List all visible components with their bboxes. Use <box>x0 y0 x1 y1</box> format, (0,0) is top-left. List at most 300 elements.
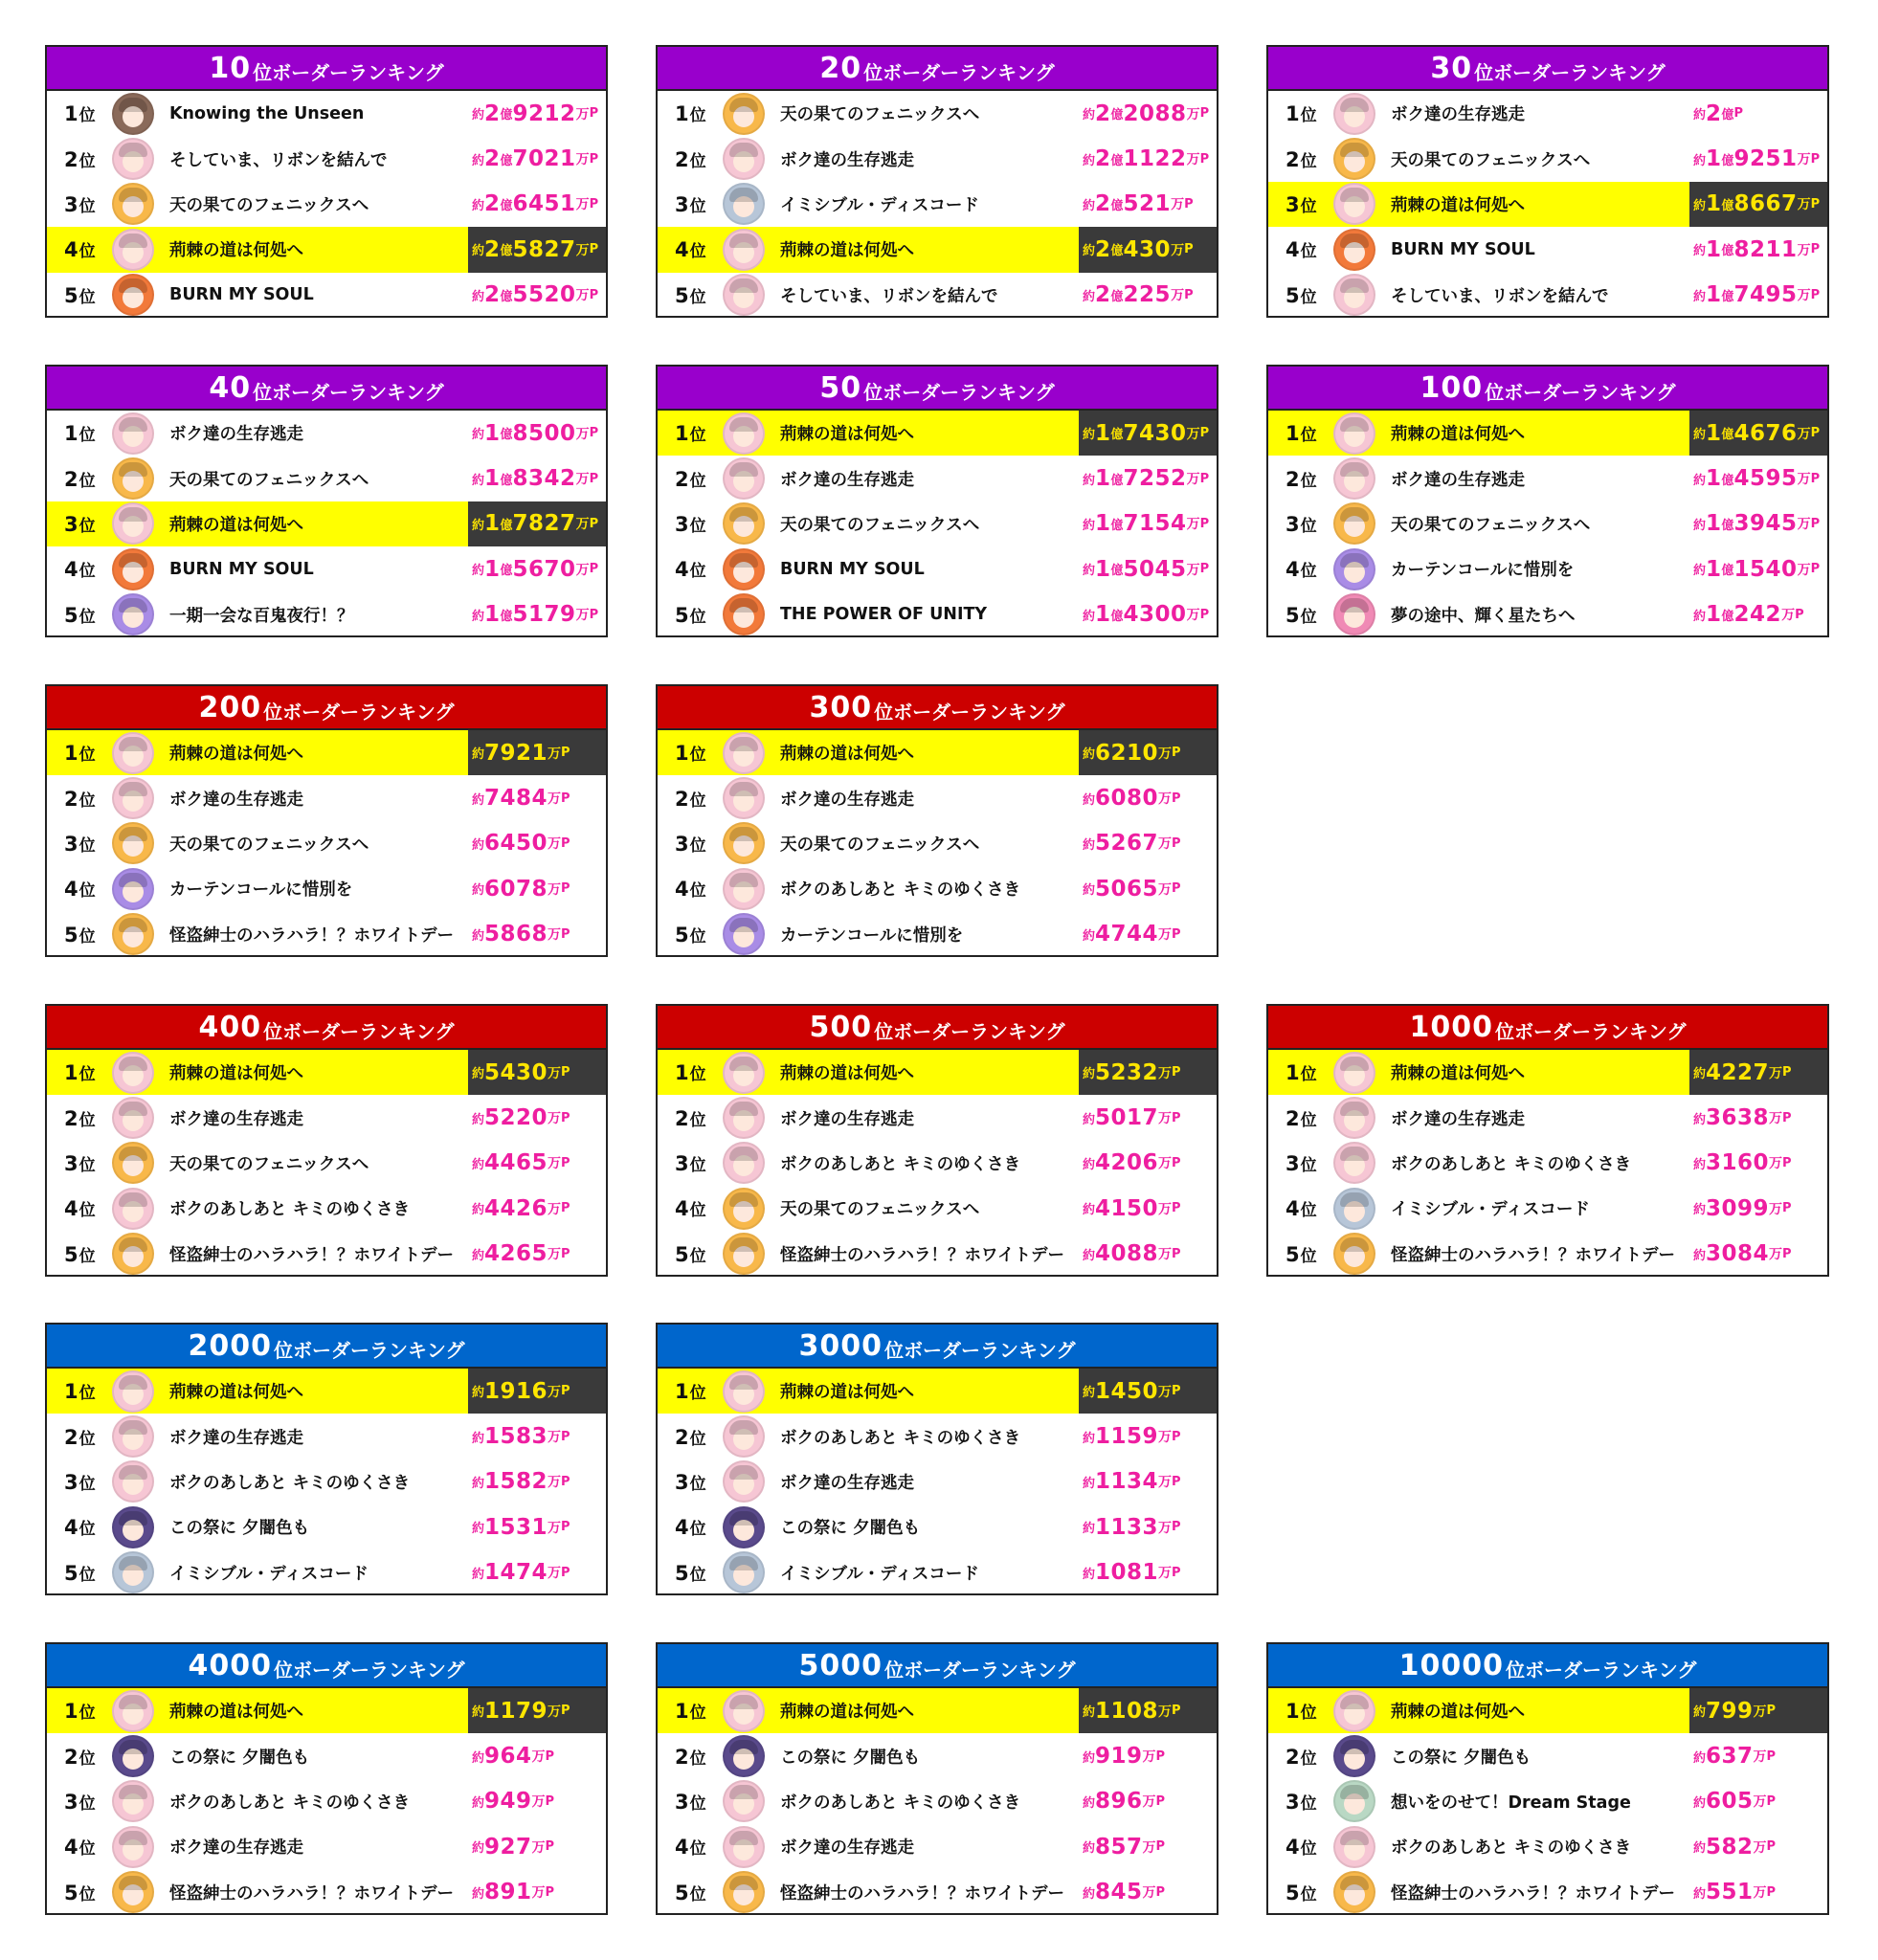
rank-number: 4 <box>675 1836 689 1860</box>
pt-unit: P <box>1199 151 1210 167</box>
score-cell <box>468 1141 606 1186</box>
score-cell <box>468 912 606 957</box>
oku-unit: 億 <box>500 564 513 579</box>
pink-hair-avatar <box>112 1188 154 1230</box>
score-man: 5267 <box>1095 831 1159 857</box>
score-cell <box>468 411 606 456</box>
score-cell <box>1689 1688 1827 1733</box>
score-cell <box>1079 456 1217 501</box>
pink-hair-avatar <box>112 1780 154 1822</box>
pt-unit: P <box>1733 106 1744 122</box>
rank-unit: 位 <box>689 1839 706 1860</box>
rank-cell <box>47 237 108 261</box>
score-cell <box>1079 1824 1217 1869</box>
approx-label: 約 <box>1083 108 1096 123</box>
man-unit: 万 <box>1158 836 1173 853</box>
oku-unit: 億 <box>500 609 513 624</box>
man-unit: 万 <box>531 1794 546 1811</box>
song-title: 荊棘の道は何処へ <box>1391 1064 1525 1084</box>
rank-number: 2 <box>64 1745 78 1769</box>
score-cell <box>1079 1870 1217 1915</box>
ranking-row <box>47 1824 606 1869</box>
score-cell <box>468 1504 606 1549</box>
song-title: この祭に 夕闇色も <box>169 1519 310 1539</box>
rank-cell <box>47 283 108 307</box>
score-man: 605 <box>1706 1789 1754 1815</box>
score-man: 891 <box>484 1880 532 1905</box>
rank-number: 1 <box>675 1061 689 1085</box>
rank-number: 3 <box>64 1151 78 1175</box>
pt-unit: P <box>545 1793 555 1809</box>
pt-unit: P <box>1782 1110 1792 1125</box>
header-suffix: 位ボーダーランキング <box>263 700 455 724</box>
rank-cell <box>658 1196 719 1220</box>
score-cell <box>1079 501 1217 546</box>
pink-hair-avatar <box>112 732 154 774</box>
pink-hair-avatar <box>112 1690 154 1732</box>
approx-label: 約 <box>472 108 485 123</box>
silver-hair-avatar <box>723 183 765 225</box>
rank-number: 5 <box>675 1881 689 1904</box>
pt-unit: P <box>1172 1110 1181 1125</box>
score-man: 4227 <box>1706 1059 1770 1085</box>
score-cell <box>1689 1141 1827 1186</box>
man-unit: 万 <box>1158 1475 1173 1491</box>
rank-cell <box>47 1060 108 1084</box>
man-unit: 万 <box>531 1749 546 1766</box>
rank-cell <box>47 1881 108 1904</box>
rank-unit: 位 <box>689 607 706 627</box>
rank-unit: 位 <box>1300 471 1317 491</box>
song-title: 天の果てのフェニックスへ <box>1391 150 1591 170</box>
pt-unit: P <box>1810 562 1821 577</box>
ranking-row <box>658 1186 1217 1231</box>
approx-label: 約 <box>1083 792 1096 808</box>
rank-number: 3 <box>1286 192 1300 216</box>
song-title: ボクのあしあと キミのゆくさき <box>169 1200 411 1220</box>
song-title: 荊棘の道は何処へ <box>780 1703 914 1723</box>
ranking-row <box>47 227 606 272</box>
score-oku: 1 <box>484 420 501 446</box>
pt-unit: P <box>1810 151 1821 167</box>
ranking-row <box>1268 91 1827 136</box>
score-cell <box>1689 501 1827 546</box>
rank-unit: 位 <box>1300 242 1317 262</box>
pt-unit: P <box>1172 746 1181 761</box>
rank-unit: 位 <box>689 106 706 126</box>
song-title: 荊棘の道は何処へ <box>780 745 914 765</box>
purple-hair-avatar <box>112 593 154 635</box>
score-man: 949 <box>484 1789 532 1815</box>
score-cell <box>1079 273 1217 318</box>
rank-cell <box>658 603 719 627</box>
header-suffix: 位ボーダーランキング <box>1505 1658 1697 1682</box>
score-man: 3099 <box>1706 1195 1770 1221</box>
rank-cell <box>658 787 719 811</box>
man-unit: 万 <box>1797 288 1811 304</box>
rank-unit: 位 <box>689 791 706 811</box>
rank-unit: 位 <box>1300 607 1317 627</box>
score-cell <box>1079 136 1217 181</box>
pt-unit: P <box>561 1065 570 1080</box>
ranking-row <box>47 1232 606 1277</box>
blonde-hair-avatar <box>112 183 154 225</box>
rank-number: 2 <box>1286 147 1300 171</box>
rank-number: 5 <box>675 603 689 627</box>
score-oku: 1 <box>1095 420 1111 446</box>
approx-label: 約 <box>472 747 485 763</box>
ranking-row <box>1268 501 1827 546</box>
song-title: 一期一会な百鬼夜行！？ <box>169 606 354 626</box>
score-man: 6450 <box>484 831 548 857</box>
ranking-row <box>1268 136 1827 181</box>
song-title: この祭に 夕闇色も <box>169 1748 310 1768</box>
ranking-card <box>1266 1642 1829 1915</box>
ranking-card <box>45 45 608 318</box>
rank-number: 3 <box>675 512 689 536</box>
rank-cell <box>1268 101 1330 125</box>
dark-purple-hair-avatar <box>723 1506 765 1548</box>
score-cell <box>468 1550 606 1595</box>
card-header <box>1268 367 1827 411</box>
header-suffix: 位ボーダーランキング <box>274 1338 465 1362</box>
rank-cell <box>658 1470 719 1494</box>
pink-hair-avatar <box>723 274 765 316</box>
song-title: 怪盗紳士のハラハラ！？ホワイトデー <box>1391 1883 1675 1904</box>
ranking-row <box>47 821 606 866</box>
song-title: BURN MY SOUL <box>1391 239 1535 259</box>
pink-hair-avatar <box>1333 1097 1375 1139</box>
approx-label: 約 <box>1693 1067 1707 1082</box>
rank-number: 5 <box>1286 1242 1300 1266</box>
ranking-row <box>658 1688 1217 1733</box>
man-unit: 万 <box>548 836 562 853</box>
pink-hair-avatar <box>1333 93 1375 135</box>
oku-unit: 億 <box>1110 473 1124 488</box>
rank-number: 3 <box>64 512 78 536</box>
rank-number: 4 <box>64 238 78 262</box>
rank-number: 3 <box>1286 1151 1300 1175</box>
score-man: 1179 <box>484 1698 548 1724</box>
score-oku: 2 <box>484 282 501 308</box>
score-man: 4088 <box>1095 1241 1159 1267</box>
song-title: ボクのあしあと キミのゆくさき <box>780 1154 1021 1174</box>
approx-label: 約 <box>1693 1203 1707 1218</box>
rank-unit: 位 <box>78 746 96 766</box>
rank-number: 2 <box>64 787 78 811</box>
score-man: 5065 <box>1095 876 1159 902</box>
song-title: ボク達の生存逃走 <box>1391 470 1525 490</box>
rank-cell <box>47 1470 108 1494</box>
score-oku: 1 <box>1706 511 1722 537</box>
pt-unit: P <box>1155 1839 1166 1855</box>
ranking-row <box>47 730 606 775</box>
pink-hair-avatar <box>112 1052 154 1094</box>
rank-cell <box>47 1790 108 1814</box>
pt-unit: P <box>561 1520 570 1535</box>
green-hair-avatar <box>1333 1780 1375 1822</box>
score-cell <box>1079 182 1217 227</box>
man-unit: 万 <box>575 472 590 488</box>
man-unit: 万 <box>1171 288 1185 304</box>
rank-unit: 位 <box>689 1793 706 1814</box>
rank-number: 1 <box>675 1700 689 1724</box>
ranking-row <box>658 1504 1217 1549</box>
approx-label: 約 <box>472 1705 485 1721</box>
pink-hair-avatar <box>112 1460 154 1503</box>
score-man: 9251 <box>1733 146 1798 172</box>
pt-unit: P <box>561 926 570 942</box>
blonde-hair-avatar <box>723 1233 765 1275</box>
rank-number: 4 <box>64 1836 78 1860</box>
rank-unit: 位 <box>689 1704 706 1724</box>
song-title: ボク達の生存逃走 <box>169 1109 303 1129</box>
rank-unit: 位 <box>78 1704 96 1724</box>
man-unit: 万 <box>548 1430 562 1446</box>
rank-number: 3 <box>64 1470 78 1494</box>
rank-unit: 位 <box>1300 1748 1317 1769</box>
pt-unit: P <box>1172 1704 1181 1719</box>
rank-number: 1 <box>675 102 689 126</box>
rank-unit: 位 <box>78 242 96 262</box>
pink-hair-avatar <box>723 1780 765 1822</box>
man-unit: 万 <box>1769 1111 1783 1127</box>
approx-label: 約 <box>472 428 485 443</box>
rank-unit: 位 <box>689 1201 706 1221</box>
score-cell <box>468 1414 606 1459</box>
rank-cell <box>658 237 719 261</box>
pt-unit: P <box>589 607 599 622</box>
man-unit: 万 <box>548 1520 562 1536</box>
rank-number: 2 <box>675 787 689 811</box>
rank-unit: 位 <box>78 1384 96 1404</box>
orange-hair-avatar <box>112 548 154 590</box>
song-title: そしていま、リボンを結んで <box>1391 286 1609 306</box>
ranking-row <box>47 1733 606 1778</box>
score-man: 4265 <box>484 1241 548 1267</box>
pt-unit: P <box>561 791 570 806</box>
ranking-row <box>47 182 606 227</box>
rank-cell <box>658 1060 719 1084</box>
rank-unit: 位 <box>1300 426 1317 446</box>
song-title: イミシブル・ディスコード <box>780 195 979 215</box>
song-title: ボクのあしあと キミのゆくさき <box>780 1793 1021 1813</box>
approx-label: 約 <box>1693 198 1707 213</box>
oku-unit: 億 <box>1721 609 1734 624</box>
man-unit: 万 <box>575 197 590 213</box>
song-title: カーテンコールに惜別を <box>780 925 964 946</box>
blonde-hair-avatar <box>112 457 154 500</box>
score-man: 7430 <box>1123 420 1187 446</box>
approx-label: 約 <box>1083 1705 1096 1721</box>
ranking-card <box>656 684 1218 957</box>
ranking-row <box>1268 546 1827 591</box>
oku-unit: 億 <box>500 153 513 168</box>
pt-unit: P <box>1172 1474 1181 1489</box>
score-man: 3945 <box>1733 511 1798 537</box>
rank-cell <box>658 1699 719 1723</box>
rank-unit: 位 <box>1300 516 1317 536</box>
song-title: ボク達の生存逃走 <box>169 1428 303 1448</box>
pt-unit: P <box>561 1201 570 1216</box>
pt-unit: P <box>545 1884 555 1900</box>
dark-purple-hair-avatar <box>1333 1735 1375 1777</box>
pt-unit: P <box>561 835 570 851</box>
ranking-row <box>1268 592 1827 637</box>
rank-unit: 位 <box>1300 1704 1317 1724</box>
ranking-card <box>656 1642 1218 1915</box>
card-header <box>658 367 1217 411</box>
dark-purple-hair-avatar <box>723 1735 765 1777</box>
approx-label: 約 <box>472 792 485 808</box>
rank-number: 2 <box>675 1106 689 1130</box>
blonde-hair-avatar <box>112 1871 154 1913</box>
rank-number: 1 <box>64 1380 78 1404</box>
rank-number: 4 <box>1286 238 1300 262</box>
ranking-row <box>47 1779 606 1824</box>
ranking-row <box>658 182 1217 227</box>
pink-hair-avatar <box>112 1097 154 1139</box>
rank-cell <box>47 1196 108 1220</box>
score-man: 5670 <box>512 556 576 582</box>
oku-unit: 億 <box>1721 108 1734 123</box>
pt-unit: P <box>1810 196 1821 212</box>
rank-unit: 位 <box>78 1201 96 1221</box>
song-title: ボク達の生存逃走 <box>1391 1109 1525 1129</box>
song-title: 荊棘の道は何処へ <box>780 1064 914 1084</box>
score-cell <box>1689 1779 1827 1824</box>
rank-cell <box>658 1881 719 1904</box>
ranking-row <box>47 1688 606 1733</box>
score-oku: 1 <box>1095 602 1111 628</box>
score-cell <box>1689 1186 1827 1231</box>
rank-number: 1 <box>1286 102 1300 126</box>
man-unit: 万 <box>1158 746 1173 762</box>
song-title: この祭に 夕闇色も <box>1391 1748 1531 1768</box>
song-title: ボクのあしあと キミのゆくさき <box>1391 1838 1632 1859</box>
song-title: 荊棘の道は何処へ <box>1391 1703 1525 1723</box>
score-man: 1081 <box>1095 1560 1159 1586</box>
man-unit: 万 <box>548 1566 562 1582</box>
score-man: 7252 <box>1123 466 1187 492</box>
rank-number: 4 <box>1286 1197 1300 1221</box>
score-oku: 2 <box>484 100 501 126</box>
song-title: 怪盗紳士のハラハラ！？ホワイトデー <box>1391 1245 1675 1265</box>
approx-label: 約 <box>1693 153 1707 168</box>
score-man: 4676 <box>1733 420 1798 446</box>
score-cell <box>1689 91 1827 136</box>
man-unit: 万 <box>548 746 562 762</box>
pt-unit: P <box>1184 196 1194 212</box>
score-cell <box>468 1824 606 1869</box>
rank-number: 5 <box>1286 1881 1300 1904</box>
ranking-row <box>1268 273 1827 318</box>
approx-label: 約 <box>1083 928 1096 944</box>
rank-unit: 位 <box>78 1429 96 1449</box>
song-title: そしていま、リボンを結んで <box>780 286 998 306</box>
rank-cell <box>658 832 719 856</box>
oku-unit: 億 <box>1110 289 1124 304</box>
score-man: 225 <box>1123 282 1172 308</box>
ranking-row <box>658 866 1217 911</box>
rank-cell <box>47 1561 108 1585</box>
ranking-row <box>47 91 606 136</box>
score-man: 1122 <box>1123 146 1187 172</box>
score-man: 4595 <box>1733 466 1798 492</box>
man-unit: 万 <box>1797 562 1811 578</box>
ranking-row <box>658 91 1217 136</box>
ranking-card <box>656 45 1218 318</box>
score-man: 5827 <box>512 236 576 262</box>
ranking-row <box>1268 1779 1827 1824</box>
man-unit: 万 <box>1142 1749 1156 1766</box>
approx-label: 約 <box>472 1795 485 1811</box>
approx-label: 約 <box>472 198 485 213</box>
score-man: 7021 <box>512 146 576 172</box>
header-suffix: 位ボーダーランキング <box>253 380 444 404</box>
score-man: 1134 <box>1095 1469 1159 1495</box>
rank-unit: 位 <box>78 1884 96 1904</box>
header-suffix: 位ボーダーランキング <box>884 1658 1076 1682</box>
approx-label: 約 <box>472 289 485 304</box>
rank-number: 1 <box>64 742 78 766</box>
ranking-row <box>47 1095 606 1140</box>
rank-unit: 位 <box>78 791 96 811</box>
rank-cell <box>658 512 719 536</box>
pink-hair-avatar <box>112 502 154 545</box>
score-man: 521 <box>1123 191 1172 217</box>
score-man: 7921 <box>484 740 548 766</box>
rank-number: 5 <box>675 1561 689 1585</box>
score-man: 2088 <box>1123 100 1187 126</box>
score-cell <box>468 136 606 181</box>
ranking-row <box>658 775 1217 820</box>
rank-number: 2 <box>64 1106 78 1130</box>
header-suffix: 位ボーダーランキング <box>1474 60 1666 84</box>
score-cell <box>1079 546 1217 591</box>
rank-number: 3 <box>675 1151 689 1175</box>
pt-unit: P <box>561 1246 570 1261</box>
rank-number: 5 <box>1286 603 1300 627</box>
brown-hair-avatar <box>112 93 154 135</box>
rank-cell <box>1268 1835 1330 1859</box>
song-title: 天の果てのフェニックスへ <box>780 105 980 125</box>
oku-unit: 億 <box>500 289 513 304</box>
rank-unit: 位 <box>1300 106 1317 126</box>
approx-label: 約 <box>1693 609 1707 624</box>
song-title: 天の果てのフェニックスへ <box>169 195 369 215</box>
score-cell <box>468 546 606 591</box>
score-cell <box>1689 1232 1827 1277</box>
rank-cell <box>47 421 108 445</box>
rank-cell <box>1268 1242 1330 1266</box>
pt-unit: P <box>589 106 599 122</box>
header-suffix: 位ボーダーランキング <box>874 700 1065 724</box>
rank-number: 4 <box>675 1516 689 1540</box>
header-suffix: 位ボーダーランキング <box>1495 1019 1687 1043</box>
approx-label: 約 <box>472 1750 485 1766</box>
ranking-row <box>658 546 1217 591</box>
border-rank: 10000 <box>1398 1648 1504 1682</box>
score-cell <box>468 1232 606 1277</box>
score-man: 857 <box>1095 1834 1143 1860</box>
rank-number: 2 <box>1286 1106 1300 1130</box>
man-unit: 万 <box>575 106 590 122</box>
pt-unit: P <box>1766 1839 1777 1855</box>
oku-unit: 億 <box>1110 609 1124 624</box>
ranking-row <box>47 1550 606 1595</box>
approx-label: 約 <box>472 1248 485 1263</box>
